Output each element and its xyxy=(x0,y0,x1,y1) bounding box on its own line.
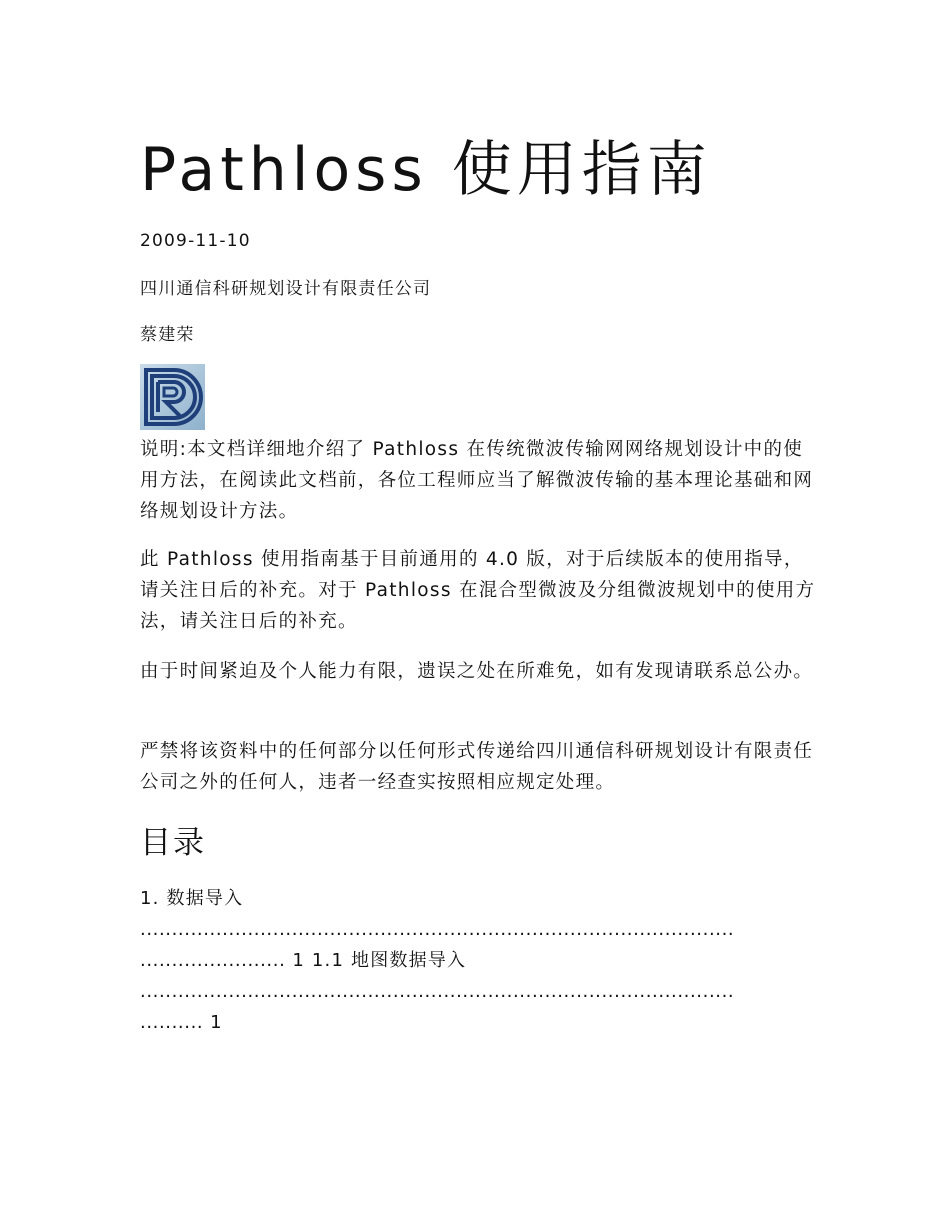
confidentiality-paragraph: 严禁将该资料中的任何部分以任何形式传递给四川通信科研规划设计有限责任公司之外的任何人，违者一经查实按照相应规定处理。 xyxy=(140,741,814,793)
toc-entry-1-1[interactable] xyxy=(140,945,812,976)
document-date: 2009-11-10 xyxy=(140,231,251,251)
toc-leader-dots: .............................................................................................. xyxy=(140,919,735,940)
feedback-paragraph: 由于时间紧迫及个人能力有限，遗误之处在所难免，如有发现请联系总公办。 xyxy=(140,661,814,682)
pathloss-logo-icon xyxy=(140,364,205,430)
toc-leader-dots: .......... xyxy=(140,1012,204,1033)
version-note-paragraph: 此 Pathloss 使用指南基于目前通用的 4.0 版，对于后续版本的使用指导，请关注日后的补充。对于 Pathloss 在混合型微波及分组微波规划中的使用方法，请关注日后的补充。 xyxy=(140,549,816,632)
description-paragraph: 说明:本文档详细地介绍了 Pathloss 在传统微波传输网网络规划设计中的使用方法，在阅读此文档前，各位工程师应当了解微波传输的基本理论基础和网络规划设计方法。 xyxy=(140,439,814,522)
toc-heading: 目录 xyxy=(140,825,206,861)
toc-leader-dots: .............................................................................................. xyxy=(140,981,735,1002)
toc-leader-dots: ....................... xyxy=(140,950,286,971)
toc-entry-text: 1 1.1 地图数据导入 xyxy=(285,950,467,971)
document-title: Pathloss 使用指南 xyxy=(140,135,712,205)
toc-page-number[interactable] xyxy=(140,1007,812,1038)
author-name: 蔡建荣 xyxy=(140,325,195,345)
organization-name: 四川通信科研规划设计有限责任公司 xyxy=(140,279,432,299)
toc-entry-1[interactable]: 1. 数据导入 xyxy=(140,888,244,909)
toc-entry-text: 1 xyxy=(203,1012,223,1033)
